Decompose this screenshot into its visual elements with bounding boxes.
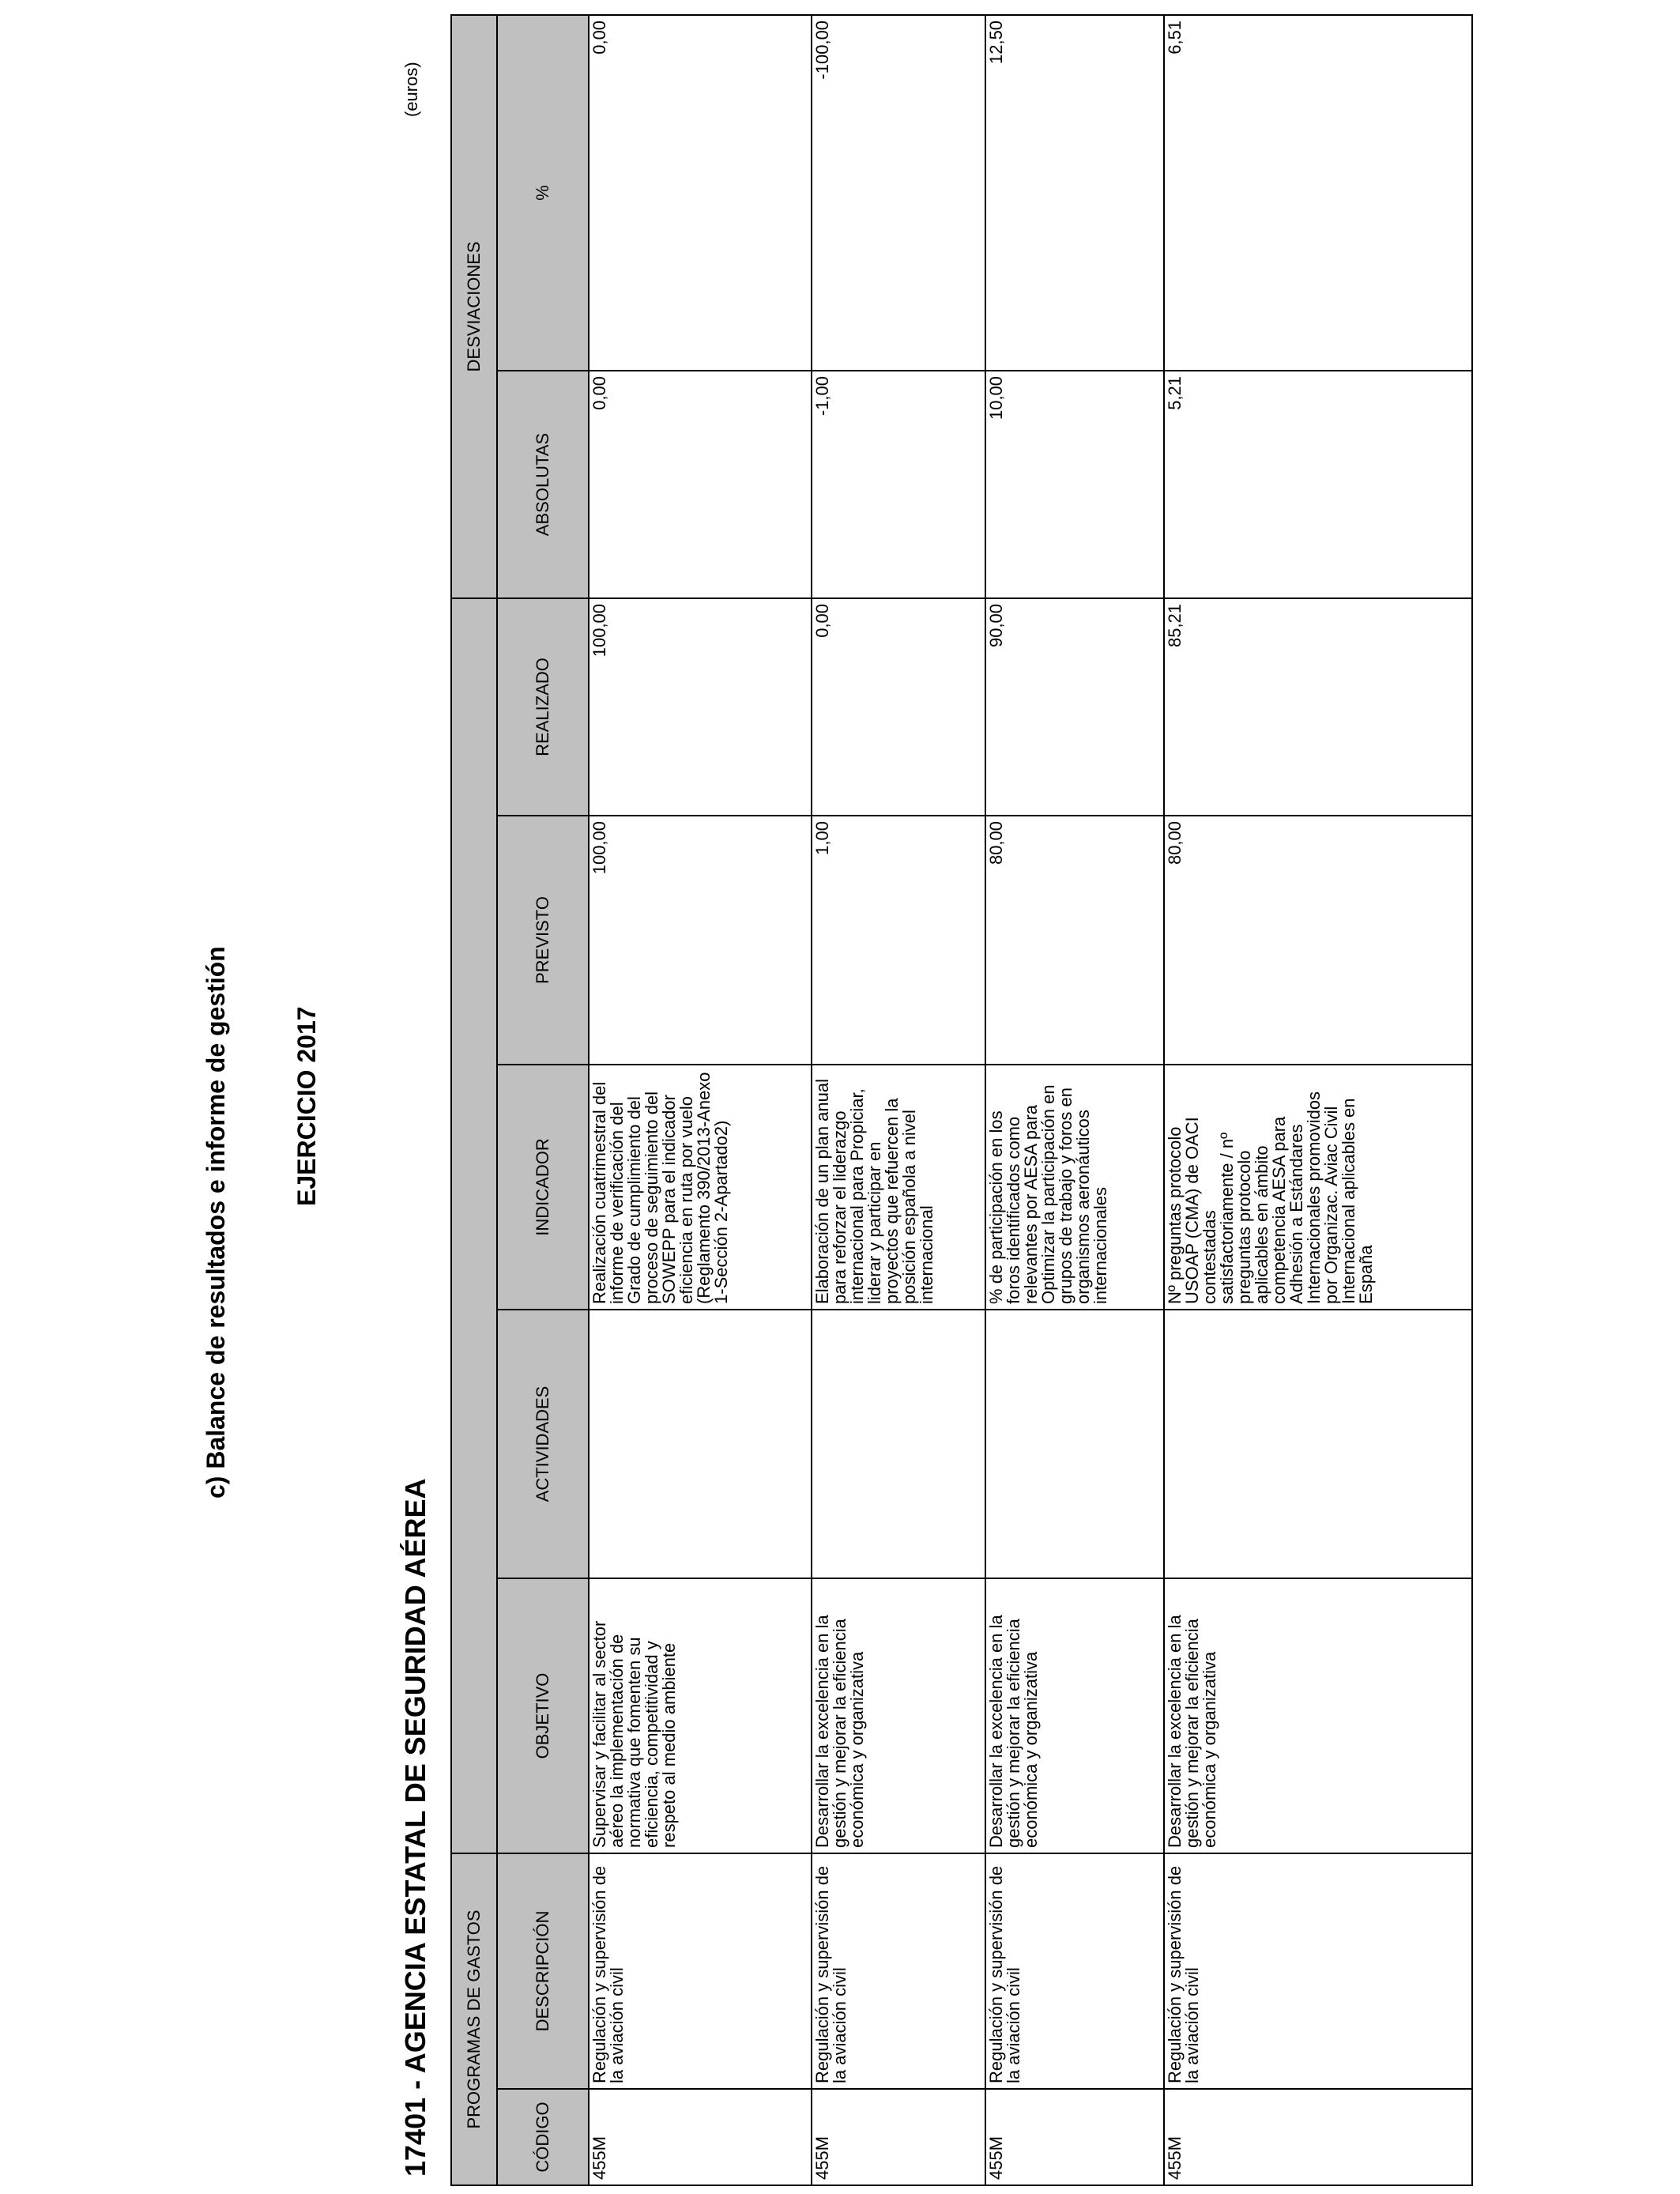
report-title: c) Balance de resultados e informe de gestión: [202, 946, 230, 1498]
exercise-heading: EJERCICIO 2017: [292, 1006, 321, 1206]
cell-absolutas: 5,21: [1164, 371, 1472, 598]
col-header-codigo: CÓDIGO: [497, 2089, 589, 2185]
agency-heading: 17401 - AGENCIA ESTATAL DE SEGURIDAD AÉREA: [399, 1478, 431, 2177]
col-header-previsto: PREVISTO: [497, 816, 589, 1065]
cell-pct: 6,51: [1164, 15, 1472, 371]
col-header-indicador: INDICADOR: [497, 1065, 589, 1310]
cell-pct: 12,50: [985, 15, 1164, 371]
cell-previsto: 1,00: [812, 816, 985, 1065]
cell-objetivo: Desarrollar la excelencia en la gestión y mejorar la eficiencia económica y organizativa: [1164, 1578, 1472, 1853]
cell-codigo: 455M: [1164, 2089, 1472, 2185]
group-header-programs: PROGRAMAS DE GASTOS: [451, 1853, 497, 2185]
col-header-pct: %: [497, 15, 589, 371]
cell-absolutas: -1,00: [812, 371, 985, 598]
col-header-descripcion: DESCRIPCIÓN: [497, 1853, 589, 2089]
col-header-objetivo: OBJETIVO: [497, 1578, 589, 1853]
group-header-empty: [451, 598, 497, 1853]
cell-pct: 0,00: [589, 15, 812, 371]
cell-codigo: 455M: [589, 2089, 812, 2185]
col-header-realizado: REALIZADO: [497, 598, 589, 816]
cell-descripcion: Regulación y supervisión de la aviación civil: [812, 1853, 985, 2089]
cell-objetivo: Supervisar y facilitar al sector aéreo la implementación de normativa que fomenten su eficiencia, competitividad y respeto al medio ambiente: [589, 1578, 812, 1853]
cell-indicador: % de participación en los foros identificados como relevantes por AESA para Optimizar la participación en grupos de trabajo y foros en organismos aeronáuticos internacionales: [985, 1065, 1164, 1310]
table-row: [1164, 15, 1472, 2185]
cell-actividades: [589, 1310, 812, 1578]
cell-indicador: Realización cuatrimestral del informe de verificación del Grado de cumplimiento del proceso de seguimiento del SOWEPP para el indicador eficiencia en ruta por vuelo (Reglamento 390/2013-Anexo 1-Sección 2-Apartado2): [589, 1065, 812, 1310]
col-header-absolutas: ABSOLUTAS: [497, 371, 589, 598]
table-row: [812, 15, 985, 2185]
cell-realizado: 0,00: [812, 598, 985, 816]
cell-realizado: 85,21: [1164, 598, 1472, 816]
cell-previsto: 80,00: [985, 816, 1164, 1065]
cell-previsto: 100,00: [589, 816, 812, 1065]
results-table: [450, 14, 1473, 2186]
cell-realizado: 100,00: [589, 598, 812, 816]
cell-actividades: [812, 1310, 985, 1578]
cell-pct: -100,00: [812, 15, 985, 371]
table-row: [589, 15, 812, 2185]
cell-indicador: Elaboración de un plan anual para reforzar el liderazgo internacional para Propiciar, liderar y participar en proyectos que refuercen la posición española a nivel internacional: [812, 1065, 985, 1310]
cell-absolutas: 10,00: [985, 371, 1164, 598]
cell-descripcion: Regulación y supervisión de la aviación civil: [985, 1853, 1164, 2089]
cell-objetivo: Desarrollar la excelencia en la gestión y mejorar la eficiencia económica y organizativa: [985, 1578, 1164, 1853]
table-row: [985, 15, 1164, 2185]
group-header-deviations: DESVIACIONES: [451, 15, 497, 598]
cell-actividades: [1164, 1310, 1472, 1578]
cell-previsto: 80,00: [1164, 816, 1472, 1065]
cell-codigo: 455M: [812, 2089, 985, 2185]
cell-descripcion: Regulación y supervisión de la aviación civil: [1164, 1853, 1472, 2089]
cell-realizado: 90,00: [985, 598, 1164, 816]
cell-descripcion: Regulación y supervisión de la aviación civil: [589, 1853, 812, 2089]
col-header-actividades: ACTIVIDADES: [497, 1310, 589, 1578]
cell-actividades: [985, 1310, 1164, 1578]
cell-indicador: Nº preguntas protocolo USOAP (CMA) de OACI contestadas satisfactoriamente / nº preguntas protocolo aplicables en ámbito competencia AESA para Adhesión a Estándares Internacionales promovidos por Organizac. Aviac Civil Internacional aplicables en España: [1164, 1065, 1472, 1310]
cell-codigo: 455M: [985, 2089, 1164, 2185]
cell-objetivo: Desarrollar la excelencia en la gestión y mejorar la eficiencia económica y organizativa: [812, 1578, 985, 1853]
units-label: (euros): [401, 62, 421, 117]
cell-absolutas: 0,00: [589, 371, 812, 598]
